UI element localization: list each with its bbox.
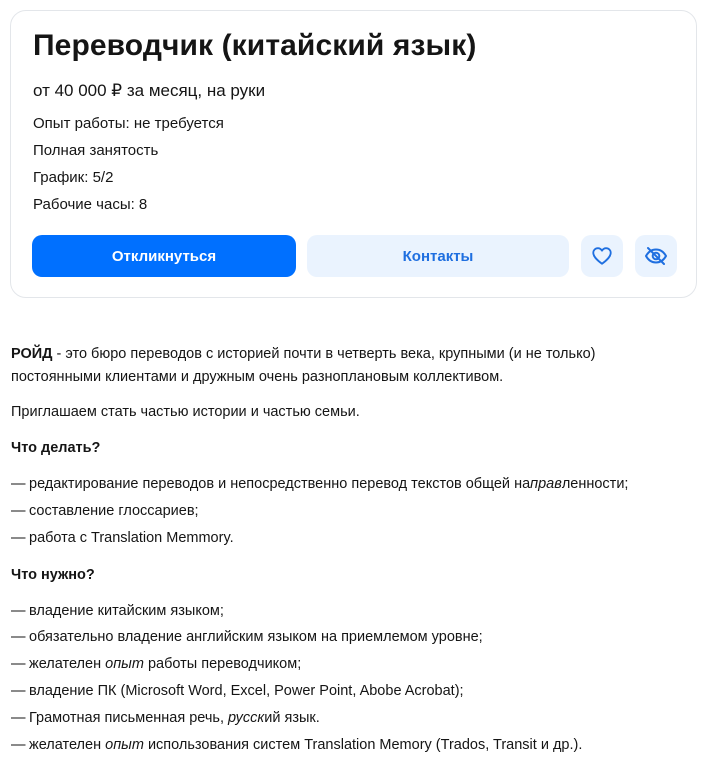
vacancy-title: Переводчик (китайский язык) <box>33 29 477 62</box>
experience: Опыт работы: не требуется <box>33 115 224 132</box>
requirement-list-item: — желателен опыт работы переводчиком; <box>11 653 301 676</box>
intro-text: - это бюро переводов с историей почти в четверть века, крупными (и не только) <box>52 346 596 362</box>
company-intro <box>11 343 595 389</box>
task-list-item: — редактирование переводов и непосредственно перевод текстов общей направленности; <box>11 473 628 496</box>
requirement-list-item: — владение ПК (Microsoft Word, Excel, Power Point, Abobe Acrobat); <box>11 680 464 703</box>
company-name: РОЙД <box>11 346 53 362</box>
list-dash: — <box>11 530 26 546</box>
list-dash: — <box>11 603 26 619</box>
requirement-list-item: — обязательно владение английским языком на приемлемом уровне; <box>11 626 483 649</box>
favorite-button[interactable] <box>581 235 623 277</box>
vacancy-card <box>10 10 697 298</box>
schedule: График: 5/2 <box>33 169 114 186</box>
requirement-list-item: — желателен опыт использования систем Translation Memory (Trados, Transit и др.). <box>11 734 582 757</box>
list-dash: — <box>11 710 26 726</box>
task-list-item: — составление глоссариев; <box>11 500 199 523</box>
tasks-heading: Что делать? <box>11 440 101 456</box>
list-dash: — <box>11 656 26 672</box>
heart-icon <box>591 245 613 267</box>
working-hours: Рабочие часы: 8 <box>33 196 148 213</box>
salary: от 40 000 ₽ за месяц, на руки <box>33 81 266 100</box>
task-list-item: — работа с Translation Memmory. <box>11 527 234 550</box>
eye-off-icon <box>644 244 668 268</box>
list-dash: — <box>11 683 26 699</box>
hide-button[interactable] <box>635 235 677 277</box>
requirements-heading: Что нужно? <box>11 567 95 583</box>
apply-button[interactable]: Откликнуться <box>32 235 296 277</box>
list-dash: — <box>11 629 26 645</box>
contacts-button[interactable]: Контакты <box>307 235 569 277</box>
employment: Полная занятость <box>33 142 159 159</box>
requirement-list-item: — владение китайским языком; <box>11 600 224 623</box>
intro-text-line2: постоянными клиентами и дружным очень разноплановым коллективом. <box>11 369 504 385</box>
list-dash: — <box>11 737 26 753</box>
list-dash: — <box>11 503 26 519</box>
invite-text: Приглашаем стать частью истории и частью семьи. <box>11 404 360 420</box>
requirement-list-item: — Грамотная письменная речь, русский язык. <box>11 707 320 730</box>
list-dash: — <box>11 476 26 492</box>
